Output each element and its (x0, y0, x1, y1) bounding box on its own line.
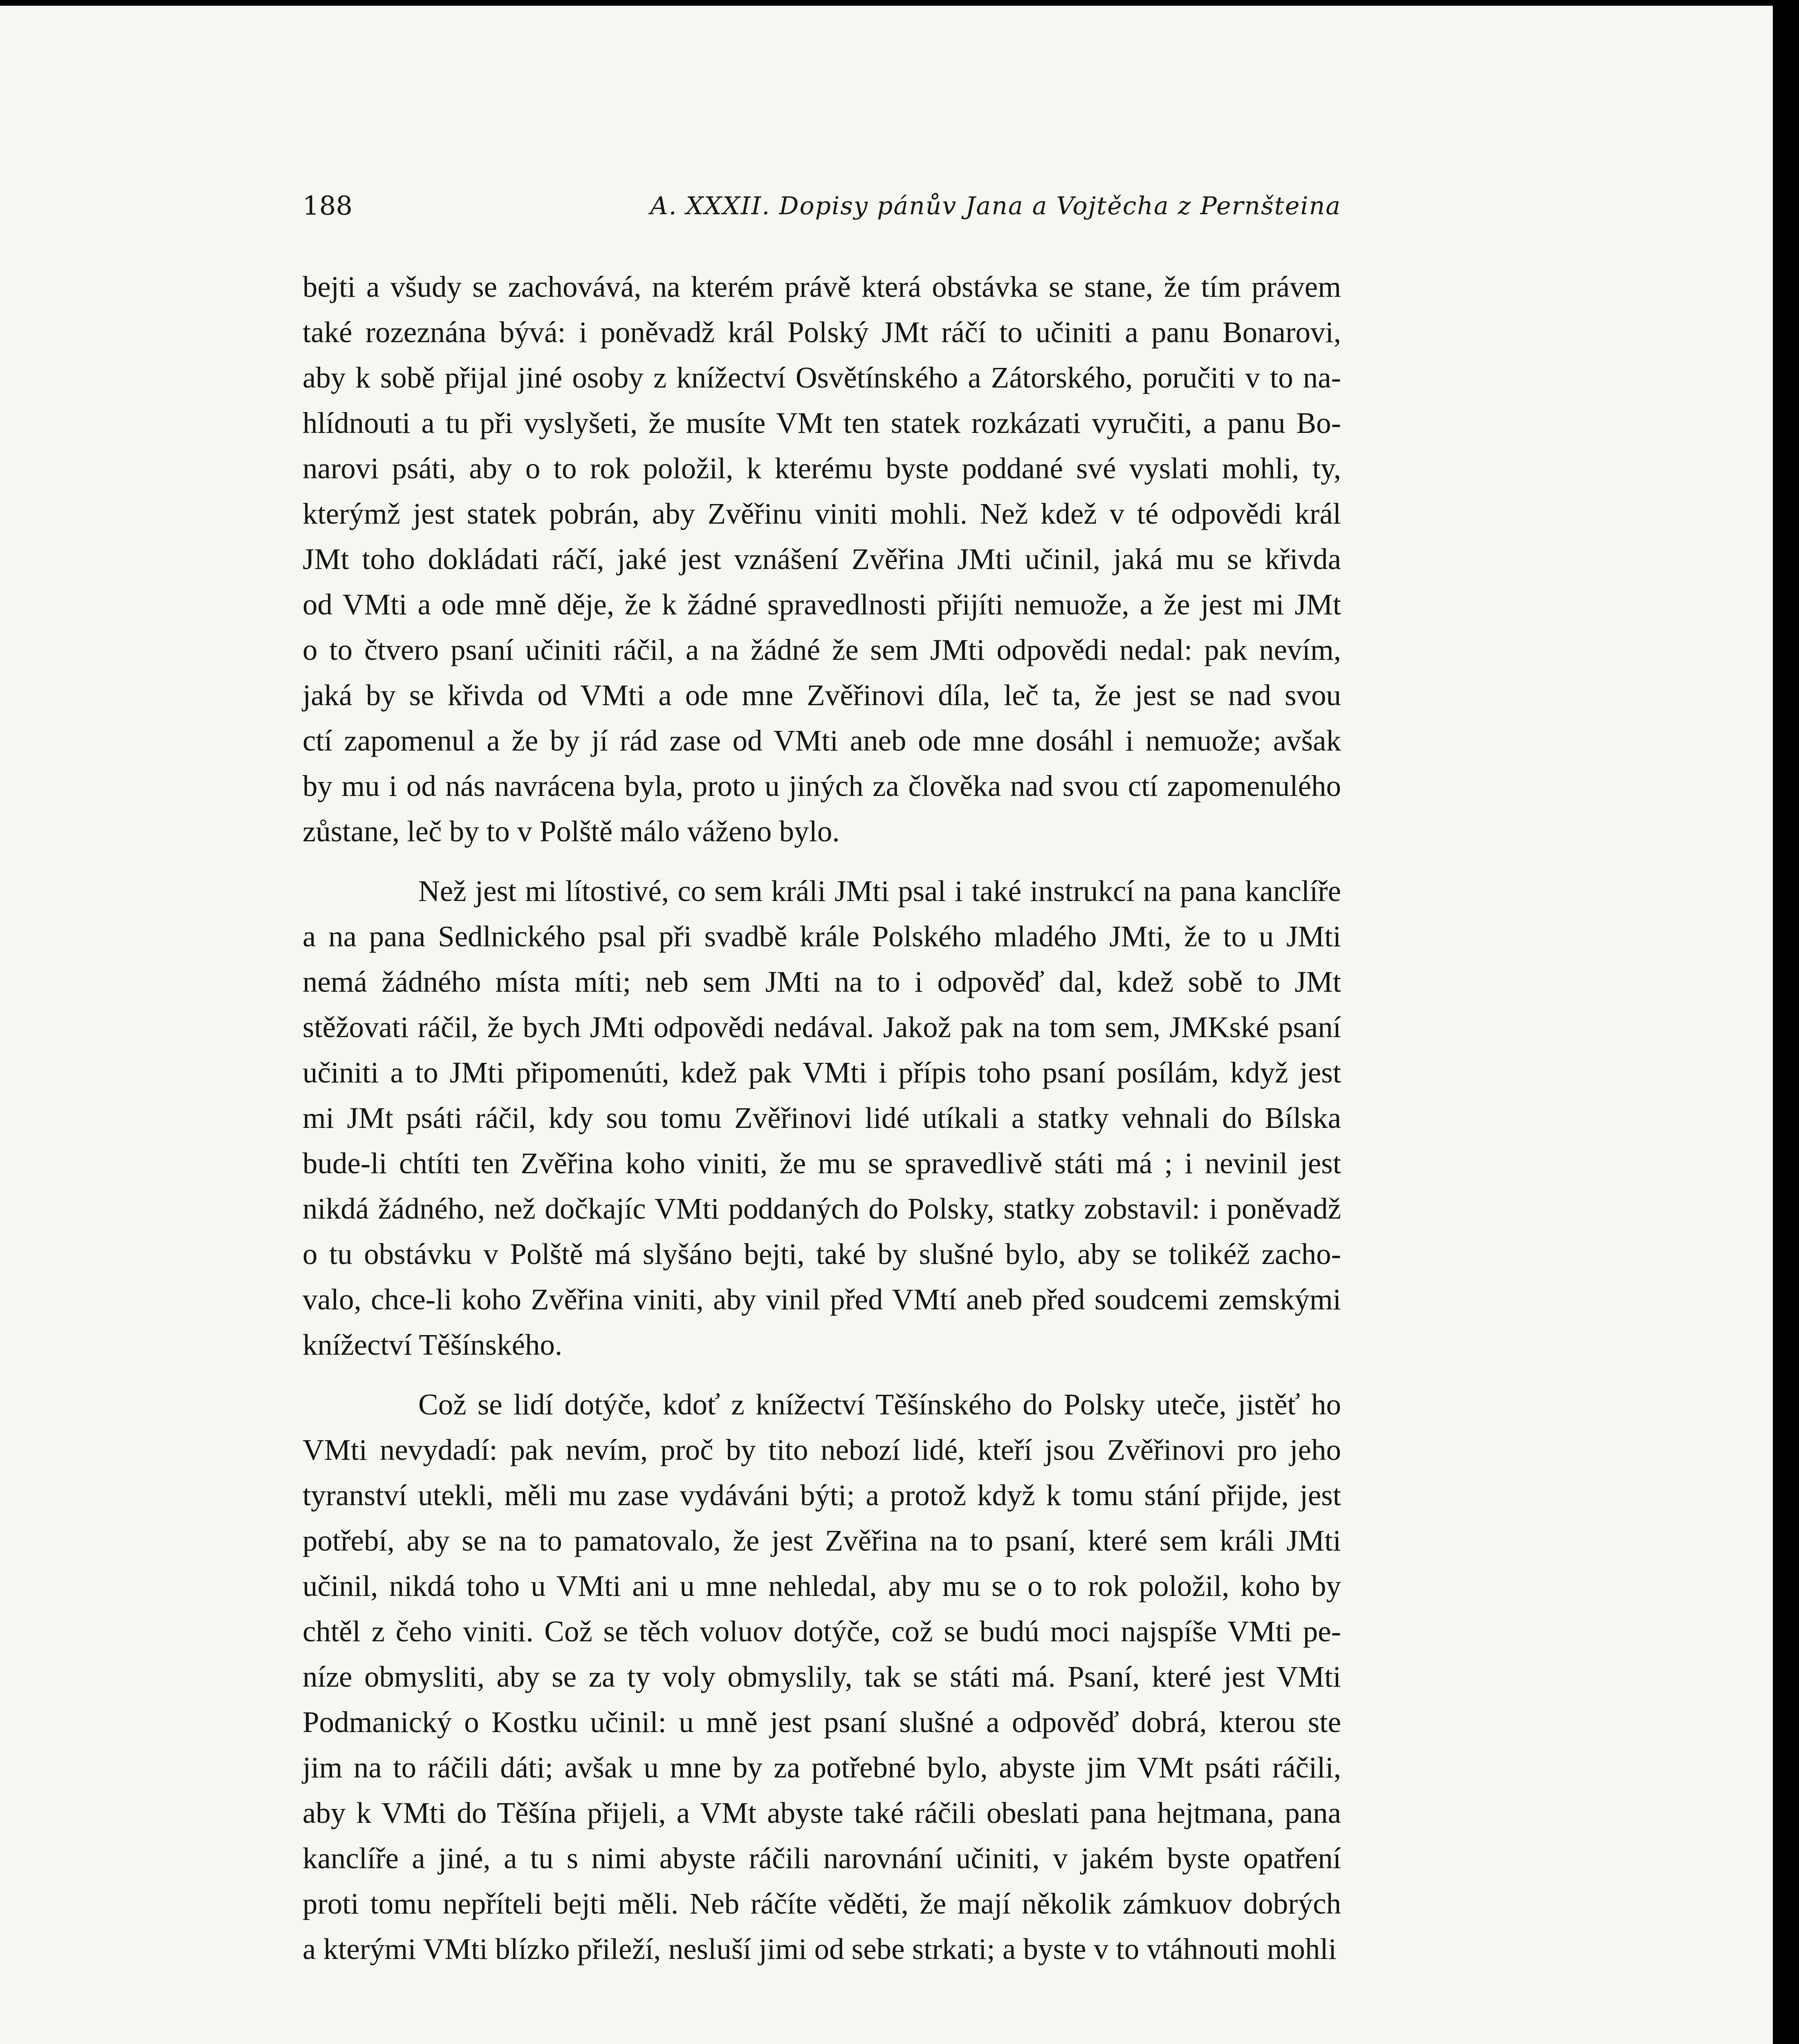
text-line: potřebí, aby se na to pamatovalo, že jest Zvěřina na to psaní, které sem králi JMti (303, 1524, 1341, 1557)
text-line: níze obmysliti, aby se za ty voly obmyslily, tak se státi má. Psaní, které jest VMti (303, 1660, 1341, 1693)
text-line: bude-li chtíti ten Zvěřina koho viniti, že mu se spravedlivě státi má ; i nevinil jest (303, 1147, 1341, 1180)
text-line: Podmanický o Kostku učinil: u mně jest psaní slušné a odpověď dobrá, kterou ste (303, 1706, 1341, 1739)
body-text (303, 264, 1341, 1972)
text-line: a kterými VMti blízko přileží, nesluší jimi od sebe strkati; a byste v to vtáhnouti mohli (303, 1932, 1337, 1966)
paragraph-1 (303, 264, 1341, 854)
text-line: proti tomu nepříteli bejti měli. Neb ráčíte věděti, že mají několik zámkuov dobrých (303, 1887, 1341, 1920)
text-line: knížectví Těšínského. (303, 1328, 563, 1361)
text-line: učiniti a to JMti připomenúti, kdež pak VMti i přípis toho psaní posílám, když jest (303, 1056, 1341, 1089)
text-line: chtěl z čeho viniti. Což se těch voluov dotýče, což se budú moci najspíše VMti pe- (303, 1615, 1341, 1648)
text-line: tyranství utekli, měli mu zase vydáváni býti; a protož když k tomu stání přijde, jest (303, 1479, 1341, 1512)
text-line: jim na to ráčili dáti; avšak u mne by za potřebné bylo, abyste jim VMt psáti ráčili, (303, 1751, 1341, 1784)
text-line: učinil, nikdá toho u VMti ani u mne nehledal, aby mu se o to rok položil, koho by (303, 1569, 1341, 1602)
text-line: narovi psáti, aby o to rok položil, k kterému byste poddané své vyslati mohli, ty, (303, 452, 1341, 485)
paragraph-3 (303, 1382, 1341, 1972)
text-line: nemá žádného místa míti; neb sem JMti na to i odpověď dal, kdež sobě to JMt (303, 965, 1341, 998)
document-page (0, 6, 1773, 2044)
text-line: bejti a všudy se zachovává, na kterém právě která obstávka se stane, že tím právem (303, 270, 1341, 303)
text-line: stěžovati ráčil, že bych JMti odpovědi nedával. Jakož pak na tom sem, JMKské psaní (303, 1011, 1341, 1044)
text-line: a na pana Sedlnického psal při svadbě krále Polského mladého JMti, že to u JMti (303, 920, 1341, 953)
page-number: 188 (303, 191, 353, 221)
text-line: nikdá žádného, než dočkajíc VMti poddaných do Polsky, statky zobstavil: i poněvadž (303, 1192, 1341, 1225)
text-line: o to čtvero psaní učiniti ráčil, a na žádné že sem JMti odpovědi nedal: pak nevím, (303, 633, 1341, 666)
text-line: od VMti a ode mně děje, že k žádné spravedlnosti přijíti nemuože, a že jest mi JMt (303, 588, 1341, 621)
text-line: jaká by se křivda od VMti a ode mne Zvěřinovi díla, leč ta, že jest se nad svou (303, 679, 1341, 712)
text-line: o tu obstávku v Polště má slyšáno bejti, také by slušné bylo, aby se tolikéž zacho- (303, 1237, 1341, 1271)
text-line: ctí zapomenul a že by jí rád zase od VMti aneb ode mne dosáhl i nemuože; avšak (303, 724, 1341, 757)
text-line: by mu i od nás navrácena byla, proto u jiných za člověka nad svou ctí zapomenulého (303, 769, 1341, 802)
text-line: kterýmž jest statek pobrán, aby Zvěřinu viniti mohli. Než kdež v té odpovědi král (303, 497, 1341, 530)
text-line: aby k VMti do Těšína přijeli, a VMt abyste také ráčili obeslati pana hejtmana, pana (303, 1796, 1341, 1829)
text-line: mi JMt psáti ráčil, kdy sou tomu Zvěřinovi lidé utíkali a statky vehnali do Bílska (303, 1101, 1341, 1134)
text-line: valo, chce-li koho Zvěřina viniti, aby vinil před VMtí aneb před soudcemi zemskými (303, 1283, 1341, 1316)
page-header (303, 182, 1341, 231)
text-line: hlídnouti a tu při vyslyšeti, že musíte VMt ten statek rozkázati vyručiti, a panu Bo- (303, 406, 1341, 439)
paragraph-2 (303, 868, 1341, 1367)
text-line: JMt toho dokládati ráčí, jaké jest vznášení Zvěřina JMti učinil, jaká mu se křivda (303, 542, 1341, 576)
text-line: také rozeznána bývá: i poněvadž král Polský JMt ráčí to učiniti a panu Bonarovi, (303, 316, 1341, 349)
text-line: kanclíře a jiné, a tu s nimi abyste ráčili narovnání učiniti, v jakém byste opatření (303, 1842, 1341, 1875)
text-line: aby k sobě přijal jiné osoby z knížectví Osvětínského a Zátorského, poručiti v to na- (303, 361, 1341, 394)
text-line: VMti nevydadí: pak nevím, proč by tito nebozí lidé, kteří jsou Zvěřinovi pro jeho (303, 1433, 1341, 1466)
text-line: Což se lidí dotýče, kdoť z knížectví Těšínského do Polsky uteče, jistěť ho (418, 1388, 1341, 1421)
running-title: A. XXXII. Dopisy pánův Jana a Vojtěcha z Pernšteina (650, 192, 1341, 220)
text-line: zůstane, leč by to v Polště málo váženo bylo. (303, 815, 840, 848)
text-line: Než jest mi lítostivé, co sem králi JMti psal i také instrukcí na pana kanclíře (418, 874, 1341, 908)
